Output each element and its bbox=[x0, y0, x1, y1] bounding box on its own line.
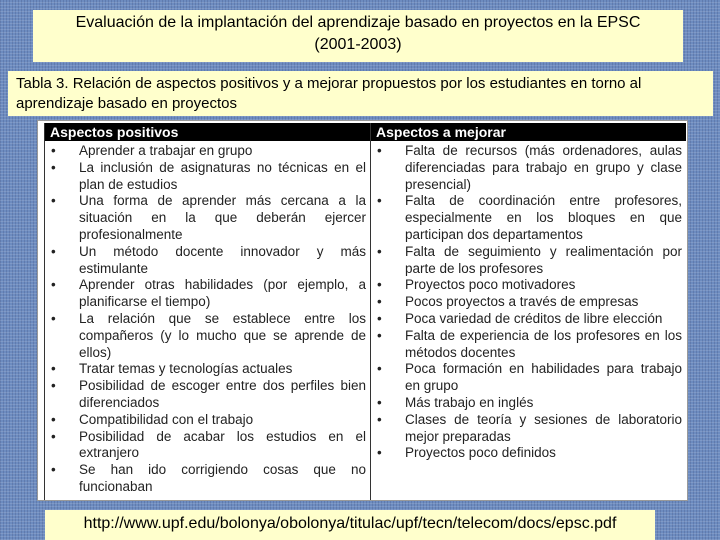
list-item-text: Poca formación en habilidades para trabajo en grupo bbox=[405, 361, 682, 394]
bullet-icon: • bbox=[51, 143, 56, 158]
list-item-text: Un método docente innovador y más estimulante bbox=[79, 243, 366, 276]
positive-column bbox=[44, 123, 371, 500]
improve-header: Aspectos a mejorar bbox=[371, 123, 686, 141]
list-item bbox=[371, 328, 682, 362]
list-item bbox=[45, 311, 366, 361]
list-item-text: La inclusión de asignaturas no técnicas en el plan de estudios bbox=[79, 159, 366, 192]
list-item-text: Falta de experiencia de los profesores en los métodos docentes bbox=[405, 327, 682, 360]
list-item bbox=[45, 160, 366, 194]
list-item-text: Más trabajo en inglés bbox=[405, 394, 534, 410]
bullet-icon: • bbox=[377, 361, 382, 377]
bullet-icon: • bbox=[51, 428, 56, 444]
improve-list bbox=[371, 141, 686, 462]
bullet-icon: • bbox=[377, 193, 382, 209]
list-item-text: Poca variedad de créditos de libre elección bbox=[405, 310, 663, 326]
improve-column bbox=[371, 123, 686, 500]
list-item bbox=[371, 277, 682, 294]
list-item-text: Aprender a trabajar en grupo bbox=[79, 143, 253, 158]
list-item bbox=[371, 244, 682, 278]
slide-title bbox=[33, 10, 683, 62]
bullet-icon: • bbox=[51, 159, 56, 175]
list-item bbox=[371, 445, 682, 462]
list-item-text: Pocos proyectos a través de empresas bbox=[405, 294, 639, 310]
positive-list bbox=[45, 141, 370, 496]
list-item bbox=[45, 143, 366, 160]
list-item-text: La relación que se establece entre los compañeros (y lo mucho que se aprende de ellos) bbox=[79, 310, 366, 360]
list-item bbox=[45, 361, 366, 378]
list-item-text: Proyectos poco motivadores bbox=[405, 277, 576, 293]
list-item-text: Una forma de aprender más cercana a la situación en la que deberán ejercer profesionalmente bbox=[79, 193, 366, 242]
bullet-icon: • bbox=[51, 462, 56, 478]
bullet-icon: • bbox=[377, 294, 382, 310]
list-item-text: Posibilidad de escoger entre dos perfiles bien diferenciados bbox=[79, 378, 366, 410]
list-item-text: Falta de seguimiento y realimentación por parte de los profesores bbox=[405, 243, 682, 276]
list-item bbox=[45, 462, 366, 496]
list-item bbox=[371, 193, 682, 243]
list-item bbox=[371, 294, 682, 311]
bullet-icon: • bbox=[377, 411, 382, 427]
title-line-2: (2001-2003) bbox=[314, 36, 402, 53]
list-item-text: Aprender otras habilidades (por ejemplo, a planificarse el tiempo) bbox=[79, 277, 366, 310]
list-item-text: Falta de recursos (más ordenadores, aulas diferenciadas para trabajo en grupo y clase presencial) bbox=[405, 143, 682, 192]
bullet-icon: • bbox=[377, 143, 382, 158]
list-item bbox=[45, 378, 366, 412]
list-item bbox=[45, 277, 366, 311]
title-line-1: Evaluación de la implantación del aprendizaje basado en proyectos en la EPSC bbox=[75, 14, 641, 31]
bullet-icon: • bbox=[51, 277, 56, 293]
list-item bbox=[371, 395, 682, 412]
list-item bbox=[371, 412, 682, 446]
list-item-text: Proyectos poco definidos bbox=[405, 445, 556, 461]
bullet-icon: • bbox=[377, 327, 382, 343]
positive-header: Aspectos positivos bbox=[45, 123, 370, 141]
bullet-icon: • bbox=[51, 361, 56, 377]
aspects-table bbox=[37, 120, 688, 501]
list-item bbox=[371, 143, 682, 193]
list-item bbox=[371, 361, 682, 395]
bullet-icon: • bbox=[377, 394, 382, 410]
list-item bbox=[45, 244, 366, 278]
bullet-icon: • bbox=[377, 243, 382, 259]
list-item bbox=[371, 311, 682, 328]
bullet-icon: • bbox=[377, 310, 382, 326]
bullet-icon: • bbox=[51, 411, 56, 427]
list-item-text: Compatibilidad con el trabajo bbox=[79, 411, 254, 427]
bullet-icon: • bbox=[51, 378, 56, 394]
bullet-icon: • bbox=[51, 310, 56, 326]
list-item bbox=[45, 412, 366, 429]
bullet-icon: • bbox=[377, 277, 382, 293]
list-item bbox=[45, 193, 366, 243]
list-item-text: Tratar temas y tecnologías actuales bbox=[79, 361, 293, 377]
bullet-icon: • bbox=[51, 193, 56, 209]
list-item-text: Se han ido corrigiendo cosas que no funcionaban bbox=[79, 462, 366, 494]
bullet-icon: • bbox=[377, 445, 382, 461]
list-item bbox=[45, 429, 366, 463]
list-item-text: Clases de teoría y sesiones de laboratorio mejor preparadas bbox=[405, 411, 682, 444]
bullet-icon: • bbox=[51, 243, 56, 259]
table-caption: Tabla 3. Relación de aspectos positivos y a mejorar propuestos por los estudiantes en torno al aprendizaje basado en proyectos bbox=[8, 71, 713, 116]
list-item-text: Falta de coordinación entre profesores, especialmente en los bloques en que participan dos departamentos bbox=[405, 193, 682, 242]
source-link[interactable]: http://www.upf.edu/bolonya/obolonya/titulac/upf/tecn/telecom/docs/epsc.pdf bbox=[45, 510, 655, 540]
list-item-text: Posibilidad de acabar los estudios en el extranjero bbox=[79, 428, 366, 461]
